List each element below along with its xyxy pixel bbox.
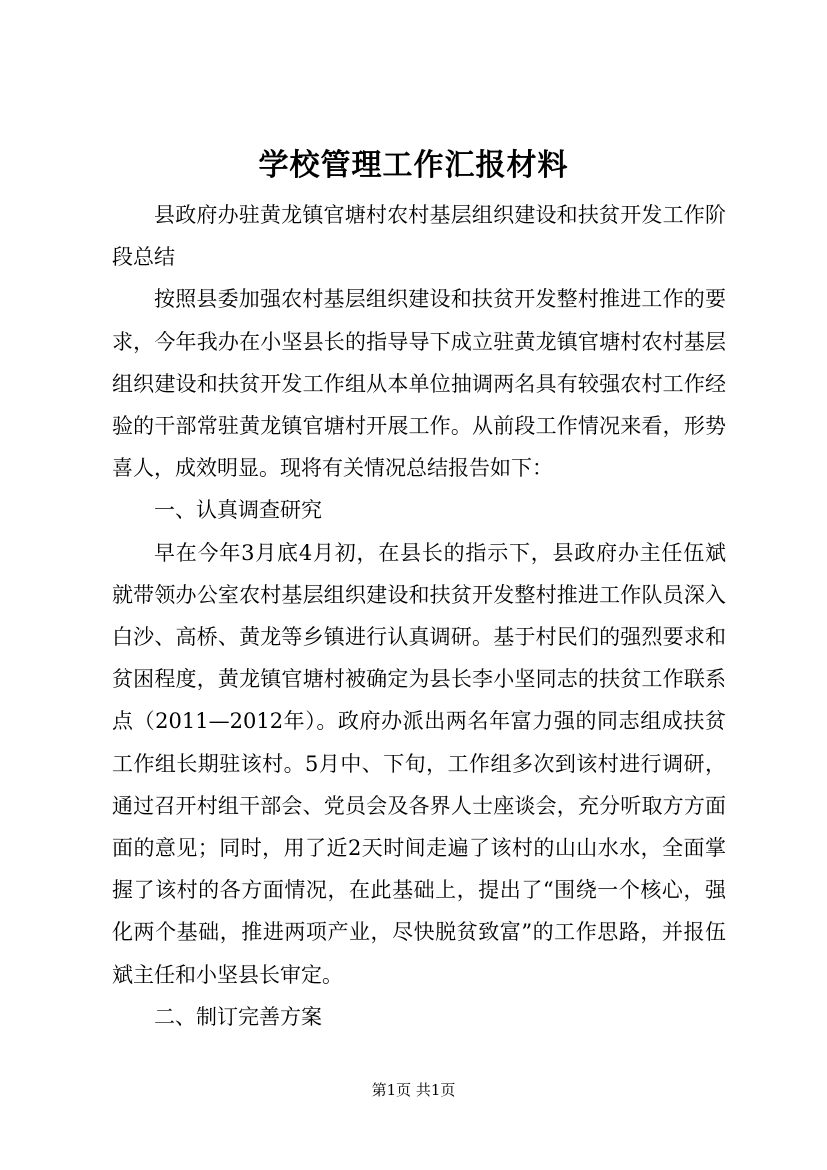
document-title: 学校管理工作汇报材料: [258, 148, 569, 183]
section-heading-1: 一、认真调查研究: [154, 498, 322, 523]
subtitle-paragraph: 县政府办驻黄龙镇官塘村农村基层组织建设和扶贫开发工作阶段总结: [112, 203, 726, 270]
section-1-paragraph: 早在今年3月底4月初，在县长的指示下，县政府办主任伍斌就带领办公室农村基层组织建设和扶贫开发整村推进工作队员深入白沙、高桥、黄龙等乡镇进行认真调研。基于村民们的强烈要求和贫困程度，黄龙镇官塘村被确定为县长李小坚同志的扶贫工作联系点（2011—2012年）。政府办派出两名年富力强的同志组成扶贫工作组长期驻该村。5月中、下旬，工作组多次到该村进行调研，通过召开村组干部会、党员会及各界人士座谈会，充分听取方方面面的意见；同时，用了近2天时间走遍了该村的山山水水，全面掌握了该村的各方面情况，在此基础上，提出了“围绕一个核心，强化两个基础，推进两项产业，尽快脱贫致富”的工作思路，并报伍斌主任和小坚县长审定。: [112, 540, 726, 987]
intro-paragraph: 按照县委加强农村基层组织建设和扶贫开发整村推进工作的要求，今年我办在小坚县长的指导导下成立驻黄龙镇官塘村农村基层组织建设和扶贫开发工作组从本单位抽调两名具有较强农村工作经验的干部常驻黄龙镇官塘村开展工作。从前段工作情况来看，形势喜人，成效明显。现将有关情况总结报告如下：: [112, 287, 726, 481]
section-heading-2: 二、制订完善方案: [154, 1004, 322, 1029]
page-number-footer: 第1页 共1页: [371, 1081, 456, 1099]
document-body: [112, 194, 726, 1038]
